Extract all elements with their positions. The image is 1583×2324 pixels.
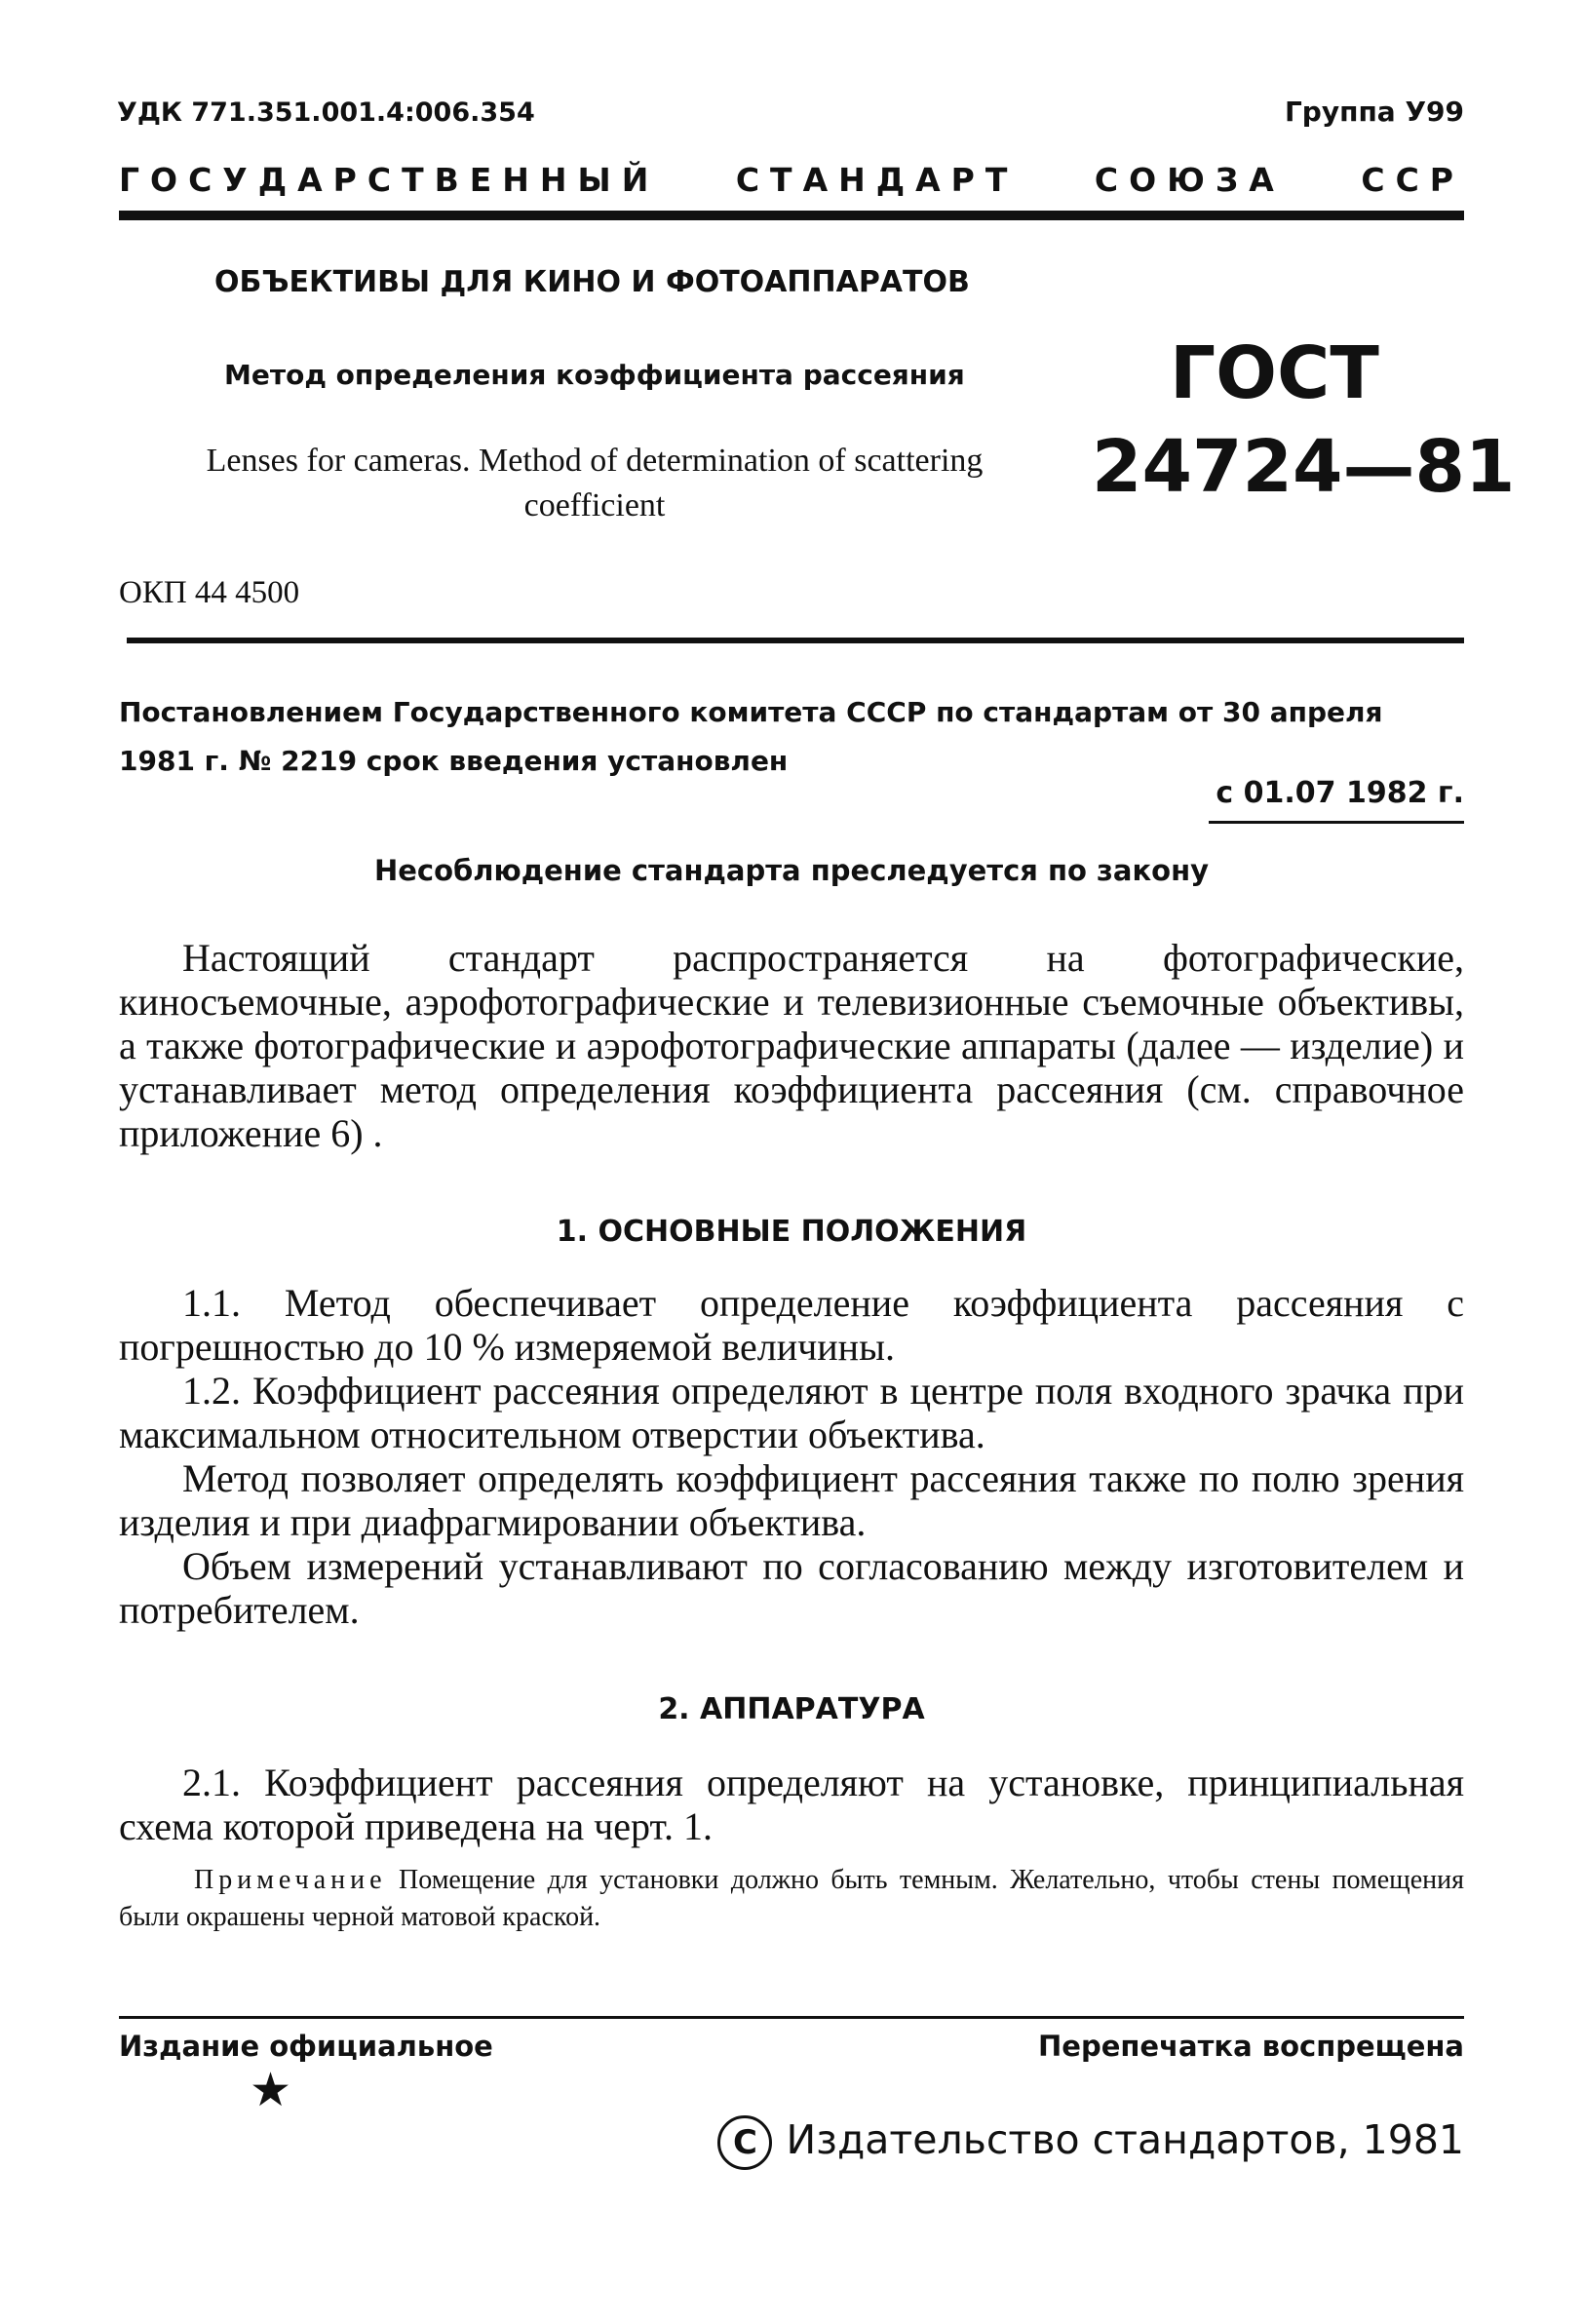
note-paragraph bbox=[119, 1862, 1464, 1936]
gost-number: 24724—81 bbox=[1092, 425, 1516, 509]
copyright-icon: C bbox=[717, 2115, 772, 2170]
reprint-prohibited: Перепечатка воспрещена bbox=[1038, 2030, 1464, 2063]
note-label: Примечание bbox=[194, 1865, 387, 1895]
gost-label: ГОСТ bbox=[1170, 331, 1379, 415]
decree-text: Постановлением Государственного комитета СССР по стандартам от 30 апреля 1981 г. № 2219 срок введения установлен bbox=[119, 696, 1383, 777]
document-title: ОБЪЕКТИВЫ ДЛЯ КИНО И ФОТОАППАРАТОВ bbox=[214, 265, 970, 299]
clause-1-2-method: Метод позволяет определять коэффициент рассеяния также по полю зрения изделия и при диафрагмировании объектива. bbox=[119, 1456, 1464, 1544]
header-thick-rule bbox=[119, 211, 1464, 220]
title-block-rule bbox=[127, 638, 1464, 643]
section-2-heading: 2. АППАРАТУРА bbox=[658, 1692, 925, 1726]
publisher-copyright bbox=[717, 2115, 1464, 2170]
effective-date-rule bbox=[1209, 821, 1464, 824]
effective-date: с 01.07 1982 г. bbox=[1216, 776, 1464, 810]
english-title: Lenses for cameras. Method of determination of scattering coefficient bbox=[206, 443, 984, 523]
law-warning: Несоблюдение стандарта преследуется по закону bbox=[373, 854, 1210, 887]
intro-paragraph: Настоящий стандарт распространяется на фотографические, киносъемочные, аэрофотографические и телевизионные съемочные объективы, а также фотографические и аэрофотографические аппараты (далее — изделие) и устанавливает метод определения коэффициента рассеяния (см. справочное приложение 6) . bbox=[119, 936, 1464, 1155]
banner-word-3: СОЮЗА bbox=[1094, 160, 1285, 199]
document-subtitle: Метод определения коэффициента рассеяния bbox=[224, 359, 965, 391]
copyright-text: Издательство стандартов, 1981 bbox=[786, 2116, 1464, 2163]
star-icon: ★ bbox=[250, 2063, 292, 2117]
clause-2-1: 2.1. Коэффициент рассеяния определяют на установке, принципиальная схема которой приведена на черт. 1. bbox=[119, 1761, 1464, 1848]
udk-code: УДК 771.351.001.4:006.354 bbox=[117, 97, 535, 128]
clause-1-2-scope: Объем измерений устанавливают по согласованию между изготовителем и потребителем. bbox=[119, 1544, 1464, 1632]
banner-word-1: ГОСУДАРСТВЕННЫЙ bbox=[119, 160, 660, 199]
footer-rule bbox=[119, 2016, 1464, 2019]
banner-word-4: ССР bbox=[1361, 160, 1464, 199]
section-1-heading: 1. ОСНОВНЫЕ ПОЛОЖЕНИЯ bbox=[556, 1215, 1027, 1249]
note-text: Помещение для установки должно быть темным. Желательно, чтобы стены помещения были окрашены черной матовой краской. bbox=[119, 1865, 1465, 1932]
official-edition: Издание официальное bbox=[119, 2030, 493, 2063]
clause-1-2: 1.2. Коэффициент рассеяния определяют в центре поля входного зрачка при максимальном относительном отверстии объектива. bbox=[119, 1369, 1464, 1456]
okp-code: ОКП 44 4500 bbox=[119, 575, 300, 610]
banner-word-2: СТАНДАРТ bbox=[735, 160, 1019, 199]
group-code: Группа У99 bbox=[1284, 96, 1464, 128]
standard-banner bbox=[119, 158, 1464, 201]
clause-1-1: 1.1. Метод обеспечивает определение коэффициента рассеяния с погрешностью до 10 % измеряемой величины. bbox=[119, 1281, 1464, 1369]
